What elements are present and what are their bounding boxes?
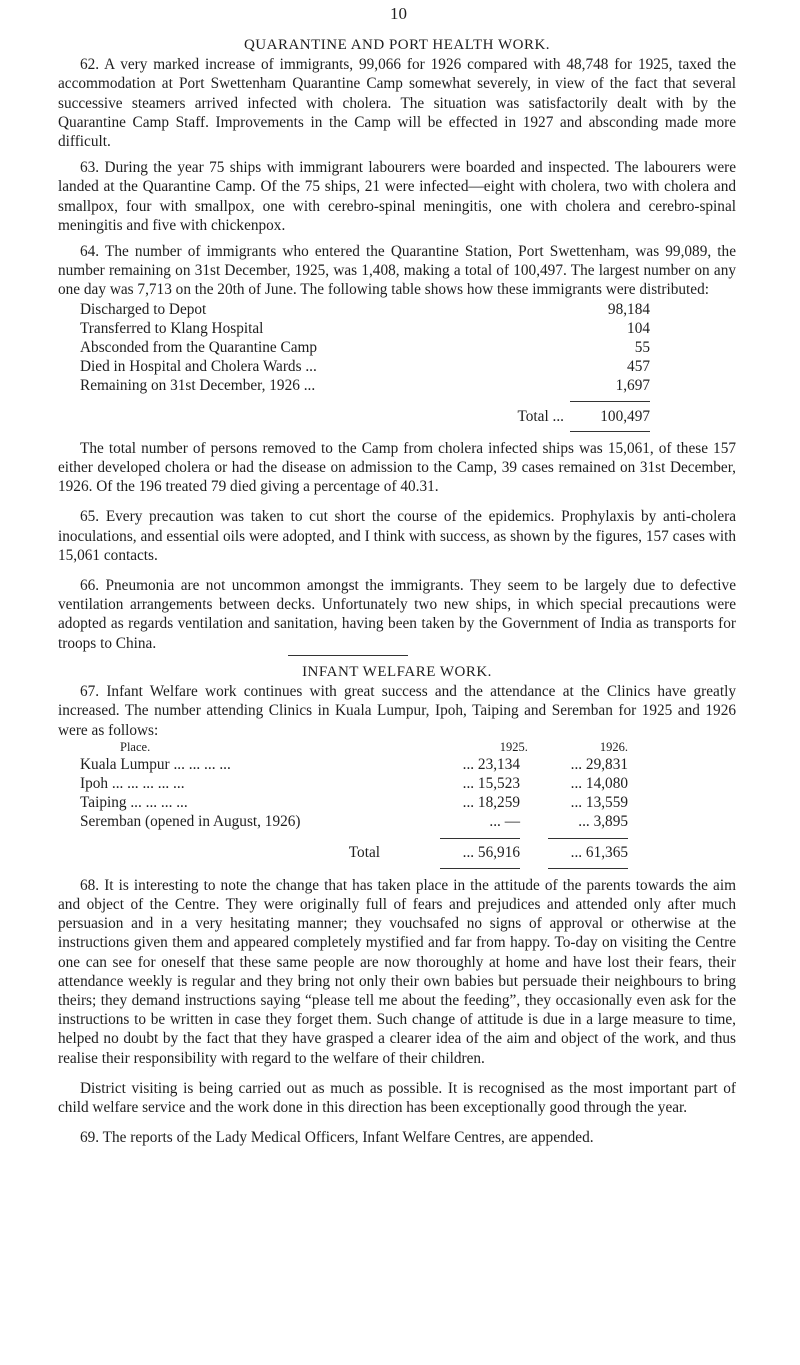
distribution-label: Discharged to Depot [80, 300, 207, 318]
header-1926: 1926. [599, 739, 628, 754]
paragraph-63: 63. During the year 75 ships with immigrant labourers were boarded and inspected. The labourers were landed at the Quarantine Camp. Of the 75 ships, 21 were infected—eight with cholera, two with cholera and smallpox, four with smallpox, one with cerebro-spinal meningitis, one with cholera and cerebro-spinal meningitis and five with chickenpox. [58, 159, 736, 234]
distribution-bottom-rule-wrap [80, 431, 650, 432]
clinic-table-rule [80, 838, 628, 839]
distribution-row [80, 300, 650, 319]
distribution-value: 55 [634, 339, 650, 357]
clinic-row [80, 812, 628, 831]
paragraph-68b: District visiting is being carried out as much as possible. It is recognised as the most important part of child welfare service and the work done in this direction has been exceptionally good through the year. [58, 1079, 736, 1116]
distribution-label: Transferred to Klang Hospital [80, 319, 264, 337]
clinic-1926: ... 3,895 [578, 813, 628, 831]
clinic-table-header [80, 740, 628, 755]
page-number: 10 [390, 4, 407, 23]
paragraph-65: 65. Every precaution was taken to cut short the course of the epidemics. Prophylaxis by anti-cholera inoculations, and essential oils were adopted, and I think with success, as shown by the figures, 157 cases with 15,061 contacts. [58, 508, 736, 564]
section-divider [288, 655, 408, 656]
distribution-value: 457 [627, 358, 650, 376]
clinic-1925: ... 18,259 [462, 794, 520, 812]
clinic-place: Ipoh ... ... ... ... ... [80, 774, 185, 792]
clinic-place: Seremban (opened in August, 1926) [80, 813, 301, 831]
distribution-total-label: Total ... [517, 407, 564, 425]
clinic-place: Kuala Lumpur ... ... ... ... [80, 755, 231, 773]
clinic-row [80, 774, 628, 793]
clinic-total-row [80, 843, 628, 862]
clinic-1925: ... 23,134 [462, 755, 520, 773]
clinic-total-1926: ... 61,365 [570, 843, 628, 861]
paragraph-67: 67. Infant Welfare work continues with great success and the attendance at the Clinics have greatly increased. The number attending Clinics in Kuala Lumpur, Ipoh, Taiping and Seremban for 1925 and 1926 were as follows: [58, 683, 736, 739]
distribution-row [80, 376, 650, 395]
clinic-table-rule [80, 868, 628, 869]
clinic-total-label: Total [348, 843, 380, 861]
distribution-value: 98,184 [607, 300, 650, 318]
table-rule [570, 401, 650, 402]
clinic-table [80, 740, 628, 832]
section-heading-quarantine: QUARANTINE AND PORT HEALTH WORK. [243, 37, 551, 53]
paragraph-62: 62. A very marked increase of immigrants, 99,066 for 1926 compared with 48,748 for 1925, taxed the accommodation at Port Swettenham Quarantine Camp somewhat severely, in view of the fact that several successive steamers arrived infected with cholera. The situation was satisfactorily dealt with by the Quarantine Camp Staff. Improvements in the Camp will be effected in 1927 and absconding made more difficult. [58, 56, 736, 151]
clinic-row [80, 755, 628, 774]
clinic-1926: ... 14,080 [570, 774, 628, 792]
distribution-row [80, 319, 650, 338]
paragraph-64b: The total number of persons removed to the Camp from cholera infected ships was 15,061, of these 157 either developed cholera or had the disease on admission to the Camp, 39 cases remained on 31st December, 1926. Of the 196 treated 79 died giving a percentage of 40.31. [58, 439, 736, 496]
paragraph-68: 68. It is interesting to note the change that has taken place in the attitude of the parents towards the aim and object of the Centre. They were originally full of fears and prejudices and attended only after much persuasion and in a very hesitating manner; they vouchsafed no signs of approval or otherwise at the instructions given them and appeared completely mystified and far from happy. To-day on visiting the Centre one can see for oneself that these same people are now thoroughly at home and have lost their fears, their attendance weekly is regular and they bring not only their own babies but persuade their neighbours to bring theirs; they demand instructions saying “please tell me about the feeding”, they occasionally even ask for the instructions to be written in case they forget them. Such change of attitude is due in a large measure to time, helped no doubt by the fact that they have grasped a clearer idea of the aim and object of the work, and thus realise their responsibility with regard to the welfare of their children. [58, 876, 736, 1067]
distribution-label: Died in Hospital and Cholera Wards ... [80, 358, 317, 376]
clinic-row [80, 793, 628, 812]
distribution-row [80, 357, 650, 376]
clinic-place: Taiping ... ... ... ... [80, 794, 188, 812]
distribution-value: 104 [627, 319, 650, 337]
distribution-table [80, 300, 650, 402]
section-heading-infant-welfare: INFANT WELFARE WORK. [302, 663, 492, 680]
distribution-row [80, 338, 650, 357]
header-place: Place. [120, 739, 151, 754]
clinic-1926: ... 29,831 [570, 755, 628, 773]
clinic-total-1925: ... 56,916 [462, 843, 520, 861]
clinic-1926: ... 13,559 [570, 794, 628, 812]
page-body [58, 36, 736, 1147]
paragraph-66: 66. Pneumonia are not uncommon amongst the immigrants. They seem to be largely due to defective ventilation arrangements between decks. Unfortunately two new ships, in which special precautions were adopted as regards ventilation and sanitation, having been taken by the Government of India as transports for troops to China. [58, 577, 736, 652]
clinic-1925: ... 15,523 [462, 774, 520, 792]
distribution-total-row [80, 407, 650, 426]
clinic-total [80, 843, 628, 862]
distribution-total-value: 100,497 [600, 407, 650, 425]
paragraph-69: 69. The reports of the Lady Medical Officers, Infant Welfare Centres, are appended. [80, 1129, 594, 1147]
table-rule [570, 431, 650, 432]
distribution-value: 1,697 [615, 377, 650, 395]
distribution-label: Absconded from the Quarantine Camp [80, 339, 318, 357]
distribution-label: Remaining on 31st December, 1926 ... [80, 377, 316, 395]
header-1925: 1925. [499, 739, 528, 754]
paragraph-64: 64. The number of immigrants who entered the Quarantine Station, Port Swettenham, was 99,089, the number remaining on 31st December, 1925, was 1,408, making a total of 100,497. The largest number on any one day was 7,713 on the 20th of June. The following table shows how these immigrants were distributed: [58, 243, 736, 299]
clinic-1925: ... — [489, 813, 520, 831]
